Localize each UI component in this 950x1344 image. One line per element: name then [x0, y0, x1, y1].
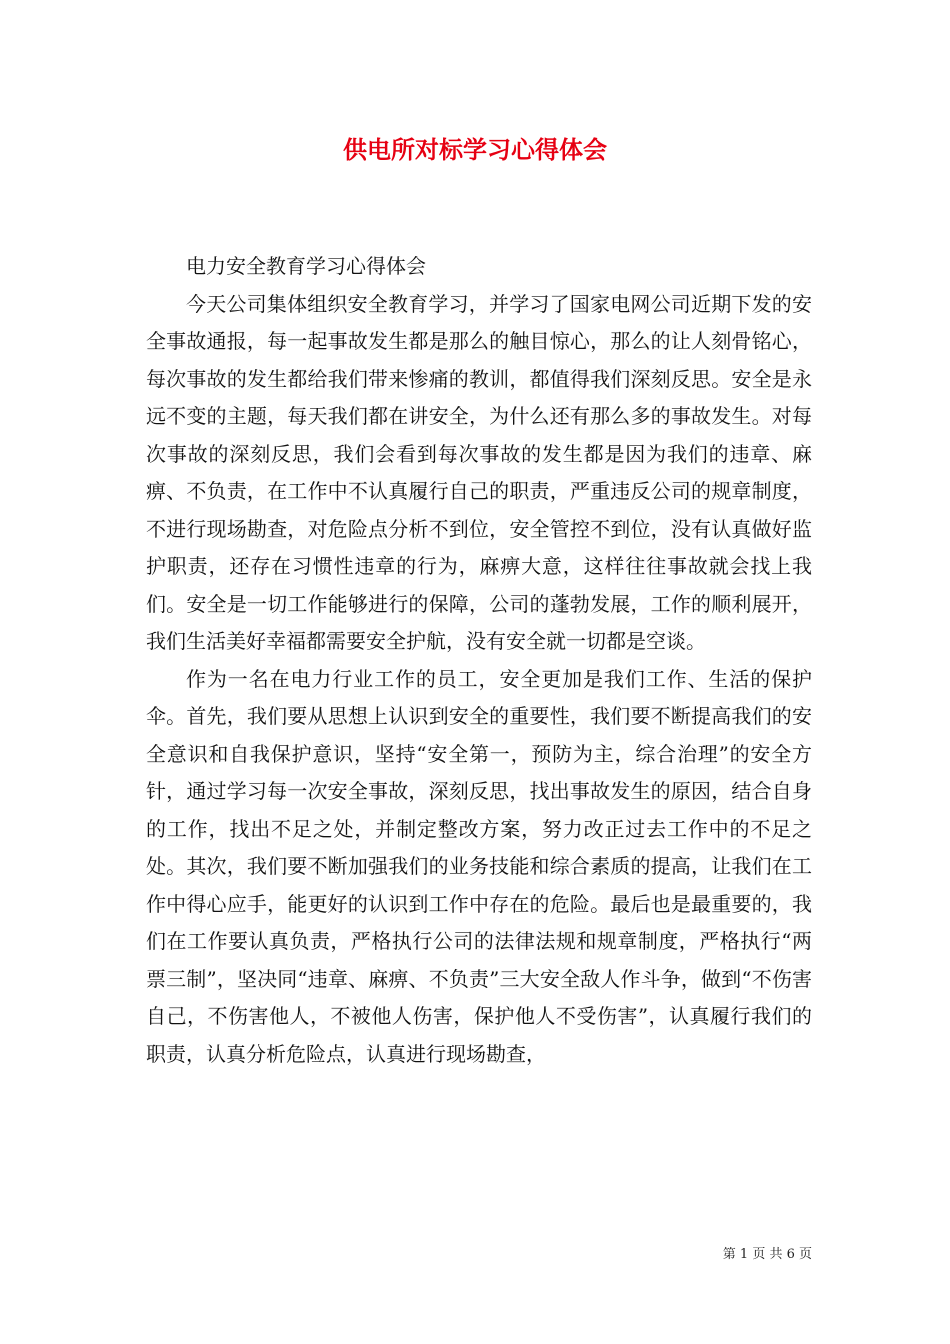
paragraph-1: 今天公司集体组织安全教育学习，并学习了国家电网公司近期下发的安全事故通报，每一起事故发生都是那么的触目惊心，那么的让人刻骨铭心，每次事故的发生都给我们带来惨痛的教训，都值得我们深刻反思。安全是永远不变的主题，每天我们都在讲安全，为什么还有那么多的事故发生。对每次事故的深刻反思，我们会看到每次事故的发生都是因为我们的违章、麻痹、不负责，在工作中不认真履行自己的职责，严重违反公司的规章制度，不进行现场勘查，对危险点分析不到位，安全管控不到位，没有认真做好监护职责，还存在习惯性违章的行为，麻痹大意，这样往往事故就会找上我们。安全是一切工作能够进行的保障，公司的蓬勃发展，工作的顺利展开，我们生活美好幸福都需要安全护航，没有安全就一切都是空谈。: [146, 291, 812, 653]
document-title: 供电所对标学习心得体会: [343, 135, 607, 164]
document-body: [146, 248, 812, 1073]
paragraph-subtitle: 电力安全教育学习心得体会: [186, 254, 426, 278]
paragraph-2: 作为一名在电力行业工作的员工，安全更加是我们工作、生活的保护伞。首先，我们要从思想上认识到安全的重要性，我们要不断提高我们的安全意识和自我保护意识，坚持“安全第一，预防为主，综合治理”的安全方针，通过学习每一次安全事故，深刻反思，找出事故发生的原因，结合自身的工作，找出不足之处，并制定整改方案，努力改正过去工作中的不足之处。其次，我们要不断加强我们的业务技能和综合素质的提高，让我们在工作中得心应手，能更好的认识到工作中存在的危险。最后也是最重要的，我们在工作要认真负责，严格执行公司的法律法规和规章制度，严格执行“两票三制”，坚决同“违章、麻痹、不负责”三大安全敌人作斗争，做到“不伤害自己，不伤害他人，不被他人伤害，保护他人不受伤害”，认真履行我们的职责，认真分析危险点，认真进行现场勘查，: [146, 666, 812, 1066]
page-number: [700, 1246, 812, 1264]
page-number-label: 第 1 页 共 6 页: [722, 1247, 812, 1262]
